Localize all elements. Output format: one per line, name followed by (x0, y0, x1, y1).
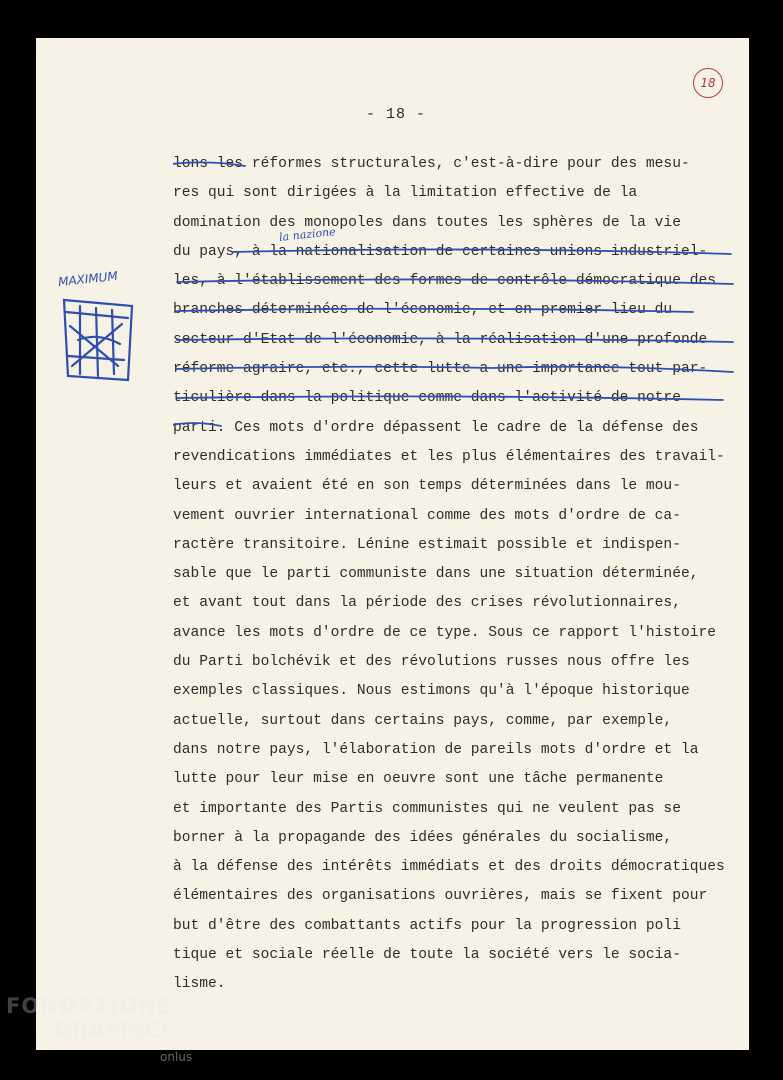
text-line: leurs et avaient été en son temps déterminées dans le mou- (173, 478, 681, 495)
text-line: lons les réformes structurales, c'est-à-dire pour des mesu- (173, 156, 690, 172)
watermark-logo: FONDAZIONE GRAMSCI (6, 994, 173, 1042)
document-page (36, 38, 749, 1050)
text-line: élémentaires des organisations ouvrières, mais se fixent pour (173, 888, 708, 905)
text-line: et avant tout dans la période des crises révolutionnaires, (173, 595, 681, 612)
text-line: à la défense des intérêts immédiats et des droits démocratiques (173, 859, 725, 876)
text-line: but d'être des combattants actifs pour la progression poli (173, 917, 681, 934)
text-line: tique et sociale réelle de toute la société vers le socia- (173, 947, 681, 964)
text-line: les, à l'établissement des formes de contrôle démocratique des (173, 273, 716, 290)
typed-text-body (173, 150, 733, 1000)
text-line: actuelle, surtout dans certains pays, comme, par exemple, (173, 712, 673, 729)
watermark-subtitle: onlus (160, 1050, 193, 1064)
text-line: du Parti bolchévik et des révolutions russes nous offre les (173, 654, 690, 671)
text-line: ticulière dans la politique comme dans l'activité de notre (173, 390, 681, 407)
text-line: et importante des Partis communistes qui ne veulent pas se (173, 800, 681, 817)
text-line: réforme agraire, etc., cette lutte a une importance tout par- (173, 361, 708, 378)
text-line: avance les mots d'ordre de ce type. Sous ce rapport l'histoire (173, 624, 716, 641)
text-line: res qui sont dirigées à la limitation effective de la (173, 185, 638, 202)
archive-page-stamp: 18 (693, 68, 723, 98)
text-line: exemples classiques. Nous estimons qu'à l'époque historique (173, 683, 690, 700)
text-line: ractère transitoire. Lénine estimait possible et indispen- (173, 536, 681, 553)
text-line: parti. Ces mots d'ordre dépassent le cadre de la défense des (173, 419, 699, 436)
text-line: sable que le parti communiste dans une situation déterminée, (173, 566, 699, 583)
text-line: branches déterminées de l'économie, et en premier lieu du (173, 302, 673, 319)
text-line: lisme. (173, 976, 226, 993)
text-line: borner à la propagande des idées générales du socialisme, (173, 829, 673, 846)
text-line: domination des monopoles dans toutes les sphères de la vie (173, 214, 681, 231)
handwritten-insertion: la nazione (278, 225, 337, 244)
handwritten-margin-note: MAXIMUM (57, 268, 119, 290)
text-line: lutte pour leur mise en oeuvre sont une tâche permanente (173, 771, 664, 788)
page-number: - 18 - (366, 106, 427, 123)
text-line: vement ouvrier international comme des mots d'ordre de ca- (173, 507, 681, 524)
text-line: secteur d'Etat de l'économie, à la réalisation d'une profonde (173, 331, 708, 348)
handwritten-scribble-icon (58, 296, 140, 388)
text-line: dans notre pays, l'élaboration de pareils mots d'ordre et la (173, 741, 699, 758)
text-line: du pays, à la nationalisation de certaines unions industriel- (173, 243, 708, 260)
text-line: revendications immédiates et les plus élémentaires des travail- (173, 448, 725, 465)
